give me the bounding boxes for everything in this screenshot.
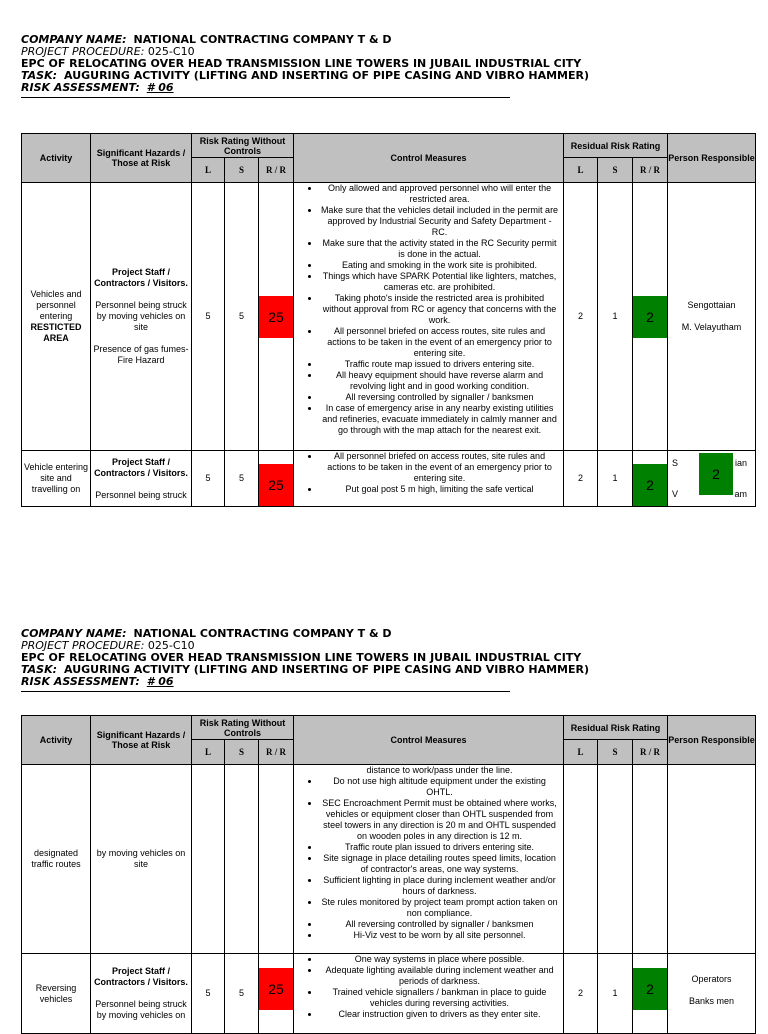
list-item: • Only allowed and approved personnel who will enter the restricted area. — [320, 183, 559, 205]
col-risk-without: Risk Rating Without Controls — [192, 134, 294, 158]
person-cell — [668, 765, 756, 954]
list-item: • In case of emergency arise in any nearby existing utilities and refineries, evacuate immediately in calmly manner and go through with the map attach for the nearest exit. — [320, 403, 559, 436]
col-res-s: S — [598, 158, 633, 183]
person-name: Operators — [691, 974, 732, 984]
col-risk-without: Risk Rating Without Controls — [192, 716, 294, 740]
col-res-s: S — [598, 740, 633, 765]
res-rr-cell — [633, 765, 668, 954]
s-value: 5 — [225, 183, 259, 451]
control-measures-cell — [294, 183, 564, 451]
residual-rating-badge: 2 — [633, 968, 667, 1010]
hazard-who: Project Staff / Contractors / Visitors. — [94, 456, 188, 478]
list-item: • Site signage in place detailing routes speed limits, location of contractor's areas, one way systems. — [320, 853, 559, 875]
list-item: • Eating and smoking in the work site is prohibited. — [320, 260, 559, 271]
activity-emphasis: RESTICTED AREA — [30, 322, 82, 343]
task-label: TASK: — [21, 69, 58, 82]
list-item: • Put goal post 5 m high, limiting the safe vertical — [320, 484, 559, 495]
person-name-fragment: am — [734, 488, 748, 499]
res-s-value: 1 — [598, 954, 633, 1034]
person-name: Banks men — [689, 996, 735, 1006]
control-continuation: distance to work/pass under the line. — [366, 765, 513, 775]
risk-rating-badge: 25 — [259, 296, 293, 338]
col-l: L — [192, 740, 225, 765]
list-item: • Sufficient lighting in place during inclement weather and/or hours of darkness. — [320, 875, 559, 897]
rr-cell — [259, 954, 294, 1034]
page1-header — [21, 33, 590, 94]
col-residual: Residual Risk Rating — [564, 134, 668, 158]
table-row — [22, 183, 756, 451]
col-s: S — [225, 158, 259, 183]
res-rr-cell — [633, 954, 668, 1034]
hazard-cell — [91, 451, 192, 507]
list-item: • Adequate lighting available during inclement weather and periods of darkness. — [320, 965, 559, 987]
rr-cell — [259, 451, 294, 507]
task-value: AUGURING ACTIVITY (LIFTING AND INSERTING OF PIPE CASING AND VIBRO HAMMER) — [64, 663, 590, 676]
hazard-cell — [91, 954, 192, 1034]
activity-cell: Reversing vehicles — [22, 954, 91, 1034]
col-person: Person Responsible — [668, 134, 756, 183]
col-activity: Activity — [22, 716, 91, 765]
list-item: • Ste rules monitored by project team prompt action taken on non compliance. — [320, 897, 559, 919]
page2-header — [21, 627, 590, 688]
list-item: • SEC Encroachment Permit must be obtained where works, vehicles or equipment closer than OHTL suspended from steel towers in any direction is 20 m and OHTL suspended on wooden poles in any direction is 12 m. — [320, 798, 559, 842]
l-value: 5 — [192, 451, 225, 507]
procedure-label: PROJECT PROCEDURE: — [21, 45, 145, 58]
overlay-residual-badge: 2 — [699, 453, 733, 495]
res-l-value: 2 — [564, 954, 598, 1034]
res-s-value: 1 — [598, 183, 633, 451]
procedure-value: 025-C10 — [147, 639, 195, 652]
company-value: NATIONAL CONTRACTING COMPANY T & D — [133, 627, 392, 640]
list-item: • Clear instruction given to drivers as they enter site. — [320, 1009, 559, 1020]
res-s-value: 1 — [598, 451, 633, 507]
company-label: COMPANY NAME: — [21, 33, 127, 46]
list-item: • Hi-Viz vest to be worn by all site personnel. — [320, 930, 559, 941]
s-value: 5 — [225, 954, 259, 1034]
l-value — [192, 765, 225, 954]
control-measures-cell — [294, 954, 564, 1034]
col-res-l: L — [564, 158, 598, 183]
control-measures-cell — [294, 765, 564, 954]
risk-label: RISK ASSESSMENT: — [21, 675, 140, 688]
header-divider — [21, 97, 510, 98]
s-value: 5 — [225, 451, 259, 507]
procedure-label: PROJECT PROCEDURE: — [21, 639, 145, 652]
list-item: • Traffic route plan issued to drivers entering site. — [320, 842, 559, 853]
col-rr: R / R — [259, 740, 294, 765]
person-name-fragment: ian — [735, 457, 748, 468]
res-l-value: 2 — [564, 183, 598, 451]
res-l-value — [564, 765, 598, 954]
risk-value: # 06 — [146, 675, 174, 688]
l-value: 5 — [192, 954, 225, 1034]
person-cell — [668, 183, 756, 451]
res-rr-cell — [633, 183, 668, 451]
risk-label: RISK ASSESSMENT: — [21, 81, 140, 94]
residual-rating-badge: 2 — [633, 464, 667, 506]
person-name-fragment: S — [672, 457, 679, 468]
header-divider — [21, 691, 510, 692]
company-value: NATIONAL CONTRACTING COMPANY T & D — [133, 33, 392, 46]
control-list — [294, 954, 563, 1020]
list-item: • All personnel briefed on access routes, site rules and actions to be taken in the event of an emergency prior to entering site. — [320, 326, 559, 359]
col-hazards: Significant Hazards / Those at Risk — [91, 716, 192, 765]
list-item: • Traffic route map issued to drivers entering site. — [320, 359, 559, 370]
list-item: • Things which have SPARK Potential like lighters, matches, cameras etc. are prohibited. — [320, 271, 559, 293]
hazard-text: Personnel being struck by moving vehicles on site — [95, 300, 187, 332]
risk-table-page1 — [21, 133, 756, 507]
col-residual: Residual Risk Rating — [564, 716, 668, 740]
rr-cell — [259, 183, 294, 451]
risk-table-page2 — [21, 715, 756, 1034]
col-activity: Activity — [22, 134, 91, 183]
activity-text: Vehicles and personnel entering — [30, 289, 82, 321]
list-item: • Trained vehicle signallers / bankman in place to guide vehicles during reversing activities. — [320, 987, 559, 1009]
res-l-value: 2 — [564, 451, 598, 507]
company-label: COMPANY NAME: — [21, 627, 127, 640]
hazard-text: Personnel being struck by moving vehicles on — [95, 999, 187, 1020]
table-row — [22, 451, 756, 507]
residual-rating-badge: 2 — [633, 296, 667, 338]
col-res-rr: R / R — [633, 740, 668, 765]
procedure-value: 025-C10 — [147, 45, 195, 58]
col-s: S — [225, 740, 259, 765]
table-row — [22, 954, 756, 1034]
person-name-fragment: V — [672, 488, 679, 499]
project-title: EPC OF RELOCATING OVER HEAD TRANSMISSION LINE TOWERS IN JUBAIL INDUSTRIAL CITY — [21, 57, 582, 70]
l-value: 5 — [192, 183, 225, 451]
hazard-cell: by moving vehicles on site — [91, 765, 192, 954]
person-name: Sengottaian — [687, 300, 736, 310]
task-value: AUGURING ACTIVITY (LIFTING AND INSERTING OF PIPE CASING AND VIBRO HAMMER) — [64, 69, 590, 82]
list-item: • All personnel briefed on access routes, site rules and actions to be taken in the event of an emergency prior to entering site. — [320, 451, 559, 484]
control-measures-cell — [294, 451, 564, 507]
col-rr: R / R — [259, 158, 294, 183]
person-cell — [668, 954, 756, 1034]
control-list — [294, 451, 563, 495]
list-item: • Do not use high altitude equipment under the existing OHTL. — [320, 776, 559, 798]
res-s-value — [598, 765, 633, 954]
col-control: Control Measures — [294, 134, 564, 183]
activity-cell — [22, 183, 91, 451]
hazard-text: Personnel being struck — [95, 489, 187, 500]
risk-line — [21, 82, 581, 94]
list-item: • Make sure that the activity stated in the RC Security permit is done in the actual. — [320, 238, 559, 260]
project-title: EPC OF RELOCATING OVER HEAD TRANSMISSION LINE TOWERS IN JUBAIL INDUSTRIAL CITY — [21, 651, 582, 664]
control-list — [294, 776, 563, 941]
activity-cell: Vehicle entering site and travelling on — [22, 451, 91, 507]
activity-cell: designated traffic routes — [22, 765, 91, 954]
hazard-who: Project Staff / Contractors / Visitors. — [94, 267, 188, 288]
list-item: • Make sure that the vehicles detail included in the permit are approved by Industrial Security and Safety Department - RC. — [320, 205, 559, 238]
hazard-who: Project Staff / Contractors / Visitors. — [94, 966, 188, 987]
col-control: Control Measures — [294, 716, 564, 765]
hazard-text: Presence of gas fumes- Fire Hazard — [93, 344, 189, 365]
control-list — [294, 183, 563, 436]
risk-rating-badge: 25 — [259, 464, 293, 506]
res-rr-cell — [633, 451, 668, 507]
list-item: • Taking photo's inside the restricted area is prohibited without approval from RC or agency that concerns with the work. — [320, 293, 559, 326]
risk-line — [21, 676, 581, 688]
list-item: • All reversing controlled by signaller / banksmen — [320, 919, 559, 930]
table-row — [22, 765, 756, 954]
hazard-cell — [91, 183, 192, 451]
col-res-rr: R / R — [633, 158, 668, 183]
list-item: • All heavy equipment should have reverse alarm and revolving light and in good working condition. — [320, 370, 559, 392]
person-name: M. Velayutham — [681, 322, 742, 332]
list-item: • All reversing controlled by signaller / banksmen — [320, 392, 559, 403]
col-hazards: Significant Hazards / Those at Risk — [91, 134, 192, 183]
list-item: • One way systems in place where possible. — [320, 954, 559, 965]
risk-value: # 06 — [146, 81, 174, 94]
s-value — [225, 765, 259, 954]
rr-cell — [259, 765, 294, 954]
col-person: Person Responsible — [668, 716, 756, 765]
col-l: L — [192, 158, 225, 183]
task-label: TASK: — [21, 663, 58, 676]
risk-rating-badge: 25 — [259, 968, 293, 1010]
col-res-l: L — [564, 740, 598, 765]
